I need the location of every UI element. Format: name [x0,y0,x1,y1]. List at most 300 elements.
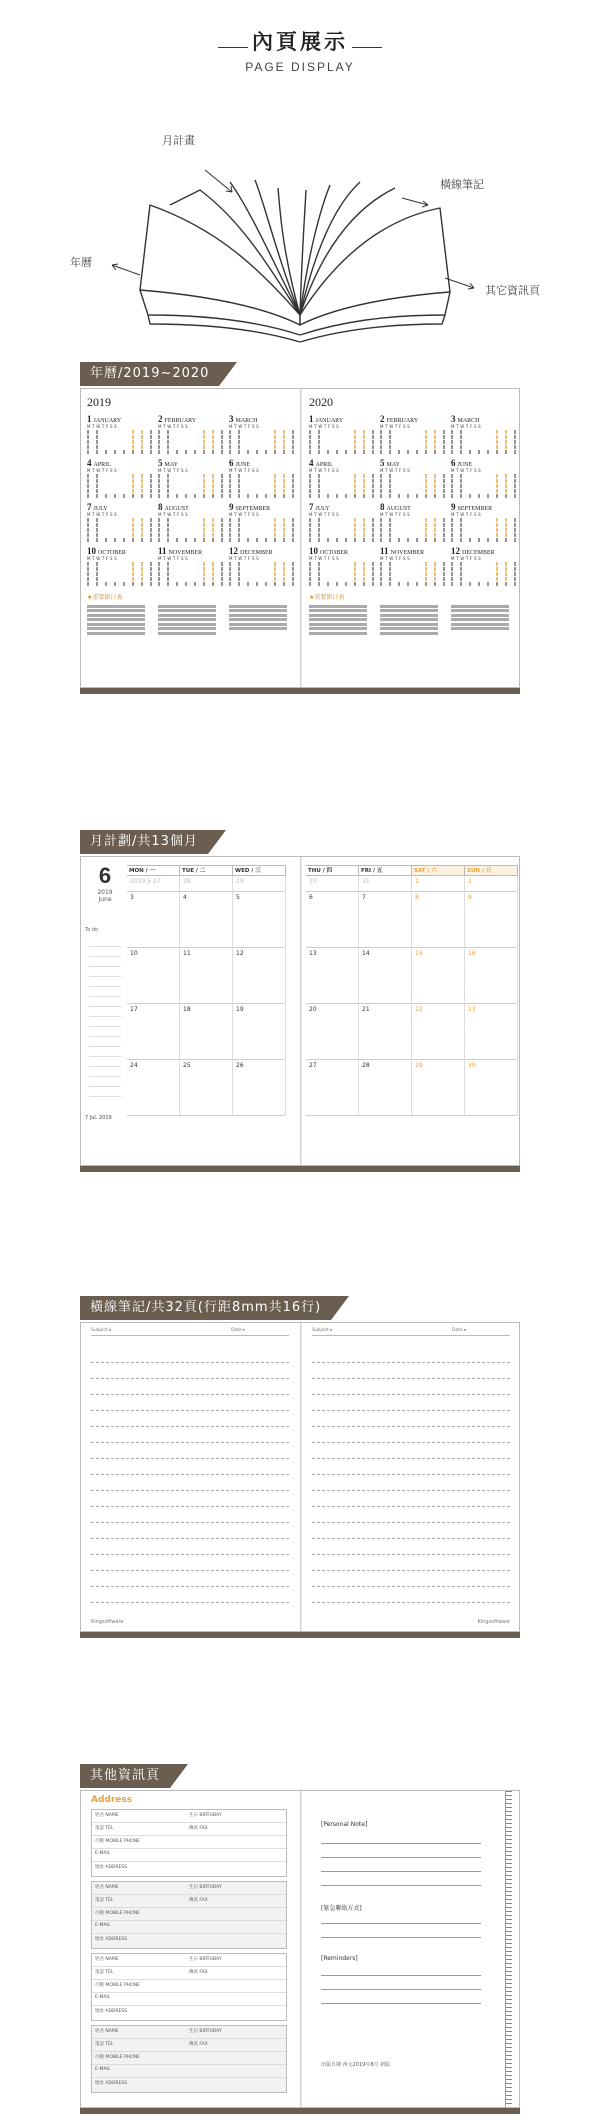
weekday-row: M T W T F S S [309,512,339,517]
month-name: FEBRUARY [386,418,419,424]
month-header [158,546,226,556]
week-row [451,572,519,576]
day-cell: 29 [233,876,286,892]
month-block [309,502,377,542]
week-row [158,435,226,439]
month-name: OCTOBER [98,550,126,556]
week-row [229,562,297,566]
day-cell: 16 [465,948,518,1004]
month-number: 5 [158,458,163,468]
month-name: APRIL [93,462,111,468]
week-row [229,440,297,444]
note-line [321,1857,481,1858]
month-number: 12 [451,546,460,556]
week-row [309,528,377,532]
name-label: 姓名 NAME [95,1957,119,1962]
day-cell: 30 [465,1060,518,1116]
weekday-header: TUE / 二 [180,865,233,876]
day-cell: 15 [412,948,465,1004]
month-name: MARCH [457,418,480,424]
label-other-info: 其它資訊頁 [485,284,540,297]
holiday-list-right [309,603,513,636]
week-row [87,445,155,449]
month-number: 8 [380,502,385,512]
month-block [158,546,226,586]
month-number: 6 [451,458,456,468]
month-header [451,502,519,512]
label-monthly-plan: 月計畫 [162,134,195,147]
weekday-row: M T W T F S S [309,556,339,561]
week-row [87,440,155,444]
name-label: 姓名 NAME [95,2029,119,2034]
month-number: 12 [229,546,238,556]
week-row [87,430,155,434]
month-grid-left-page [127,865,286,1116]
week-row [380,567,448,571]
week-row [158,577,226,581]
spread-fold [300,1791,302,2107]
section-bar-other: 其他資訊頁 [80,1764,170,1788]
weekday-row: M T W T F S S [380,424,410,429]
week-row [87,577,155,581]
week-row [309,440,377,444]
address-row [92,1908,286,1921]
month-name: JUNE [457,462,473,468]
month-block [451,458,519,498]
day-cell: 2 [465,876,518,892]
month-number: 5 [380,458,385,468]
week-row [309,430,377,434]
week-row [229,572,297,576]
day-cell: 14 [359,948,412,1004]
month-block [309,414,377,454]
week-row [380,435,448,439]
week-row [87,582,155,586]
week-row [229,518,297,522]
weekday-row: M T W T F S S [229,512,259,517]
month-grid-right-page [306,865,518,1116]
week-row [380,538,448,542]
section-bar-calendar: 年曆/2019~2020 [80,362,219,386]
weekday-row: M T W T F S S [309,424,339,429]
month-name: MARCH [235,418,258,424]
address-row [92,1993,286,2006]
week-row [309,538,377,542]
month-number: 9 [229,502,234,512]
week-row [309,474,377,478]
week-row [229,489,297,493]
day-cell: 25 [180,1060,233,1116]
month-name: June [98,896,112,903]
birthday-label: 生日 BIRTHDAY [189,1957,222,1962]
week-row [87,533,155,537]
week-row [229,538,297,542]
week-row [451,577,519,581]
week-row [380,494,448,498]
week-row [451,567,519,571]
subject-label: Subject ▸ [91,1328,112,1333]
month-name: JANUARY [315,418,344,424]
spread-base [80,688,520,694]
day-cell: 30 [306,876,359,892]
tel-label: 電話 TEL [95,1898,114,1903]
week-row [87,484,155,488]
day-cell: 8 [412,892,465,948]
week-row [229,430,297,434]
week-row [158,479,226,483]
name-label: 姓名 NAME [95,1885,119,1890]
week-row [309,435,377,439]
fax-label: 傳真 FAX [189,1970,208,1975]
week-row [158,474,226,478]
address-card [91,1953,287,2021]
address-row [92,2026,286,2039]
day-cell: 11 [180,948,233,1004]
week-row [158,430,226,434]
week-row [451,430,519,434]
holiday-title-left: ★重要節日表 [87,594,123,601]
month-name: DECEMBER [240,550,273,556]
week-row [229,533,297,537]
emergency-title: [緊急聯絡方式] [321,1905,362,1912]
book-drawing [0,110,600,350]
week-row [87,523,155,527]
weekday-header: THU / 四 [306,865,359,876]
address-row [92,1980,286,1993]
day-cell: 27 [306,1060,359,1116]
spread-base [80,1632,520,1638]
month-number: 11 [380,546,389,556]
address-row [92,1836,286,1849]
week-row [229,474,297,478]
week-row [451,435,519,439]
week-row [309,445,377,449]
week-row [229,435,297,439]
month-number: 4 [87,458,92,468]
week-row [451,518,519,522]
weekday-row: M T W T F S S [158,512,188,517]
month-number: 11 [158,546,167,556]
weekday-row: M T W T F S S [451,556,481,561]
address-row [92,1954,286,1967]
week-row [309,582,377,586]
page-header [0,26,600,74]
footer-brand-left: Kingsoftware [91,1619,124,1625]
address-row [92,1967,286,1980]
week-row [380,582,448,586]
header-left-rule [218,47,248,48]
week-row [87,450,155,454]
week-row [158,494,226,498]
note-line [321,2003,481,2004]
week-row [380,445,448,449]
email-label: E-MAIL [95,1851,111,1856]
lined-page-left [81,1323,299,1631]
month-block [309,546,377,586]
month-header [158,458,226,468]
day-cell: 21 [359,1004,412,1060]
month-header [451,414,519,424]
month-block [87,414,155,454]
month-header [309,414,377,424]
weekday-row: M T W T F S S [87,424,117,429]
month-name: NOVEMBER [168,550,203,556]
weekday-row: M T W T F S S [380,512,410,517]
month-block [87,458,155,498]
weekday-row: M T W T F S S [87,468,117,473]
month-name: AUGUST [164,506,189,512]
week-row [87,489,155,493]
weekday-header: SAT / 六 [412,865,465,876]
tel-label: 電話 TEL [95,1826,114,1831]
week-row [87,494,155,498]
month-block [87,546,155,586]
ruled-lines-right [312,1347,510,1603]
month-block [158,414,226,454]
month-number: 9 [451,502,456,512]
birthday-label: 生日 BIRTHDAY [189,2029,222,2034]
page-title: 內頁展示 [252,30,348,54]
week-row [309,577,377,581]
week-row [309,484,377,488]
weekday-row: M T W T F S S [309,468,339,473]
week-row [87,538,155,542]
weekday-row: M T W T F S S [380,468,410,473]
month-header [229,502,297,512]
calendar-year-right: 2020 [309,395,333,409]
fax-label: 傳真 FAX [189,1898,208,1903]
address-row [92,2078,286,2091]
week-row [229,528,297,532]
week-row [309,523,377,527]
month-name: MAY [386,462,400,468]
month-block [158,458,226,498]
week-row [158,562,226,566]
address-card [91,1881,287,1949]
month-number: 4 [309,458,314,468]
day-cell: 28 [180,876,233,892]
week-row [229,479,297,483]
address-title: Address [91,1795,133,1805]
week-row [380,572,448,576]
month-header [229,414,297,424]
week-row [451,523,519,527]
month-header [451,458,519,468]
mobile-label: 行動 MOBILE PHONE [95,1911,140,1916]
address-row [92,1862,286,1875]
weekday-row: M T W T F S S [158,556,188,561]
week-row [87,567,155,571]
week-row [309,479,377,483]
note-line [321,1843,481,1844]
week-row [309,567,377,571]
month-name: APRIL [315,462,333,468]
week-row [451,450,519,454]
day-cell: 13 [306,948,359,1004]
week-row [451,562,519,566]
todo-lines [89,937,121,1097]
email-label: E-MAIL [95,2067,111,2072]
note-line [321,1923,481,1924]
month-block [229,546,297,586]
holiday-list-left [87,603,291,636]
monthly-spread [80,856,520,1166]
week-row [87,479,155,483]
week-row [380,528,448,532]
weekday-row: M T W T F S S [229,556,259,561]
week-row [451,538,519,542]
month-header [380,546,448,556]
week-row [158,440,226,444]
week-row [380,440,448,444]
month-number: 3 [229,414,234,424]
week-row [380,484,448,488]
week-row [309,533,377,537]
calendar-year-left: 2019 [87,395,111,409]
month-name: OCTOBER [320,550,348,556]
mobile-label: 行動 MOBILE PHONE [95,2055,140,2060]
todo-label: To do [85,927,99,933]
reminders-title: [Reminders] [321,1955,358,1962]
day-cell: 20 [306,1004,359,1060]
week-row [309,489,377,493]
week-row [451,445,519,449]
day-cell: 9 [465,892,518,948]
note-line [321,1937,481,1938]
footer-brand-right: Kingsoftware [477,1619,510,1625]
week-row [87,572,155,576]
address-row [92,2006,286,2019]
day-cell: 2019 5 27 [127,876,180,892]
mini-calendar-next: 7 Jul. 2019 [85,1115,112,1121]
week-row [309,572,377,576]
publisher-info: 出版日期 西元2019年8月 初版 [321,2062,391,2068]
day-cell: 19 [233,1004,286,1060]
section-bar-monthly: 月計劃/共13個月 [80,830,208,854]
month-name: FEBRUARY [164,418,197,424]
note-line [321,1975,481,1976]
day-cell: 4 [180,892,233,948]
week-row [229,523,297,527]
month-number: 2 [380,414,385,424]
day-cell: 6 [306,892,359,948]
week-row [380,577,448,581]
month-block [451,502,519,542]
week-row [87,474,155,478]
label-calendar: 年曆 [70,256,92,269]
month-name: JUNE [235,462,251,468]
month-year: 2019 [97,889,113,896]
week-row [380,489,448,493]
week-row [229,567,297,571]
month-number: 8 [158,502,163,512]
week-row [380,562,448,566]
month-number: 7 [309,502,314,512]
week-row [380,430,448,434]
day-cell: 24 [127,1060,180,1116]
day-cell: 3 [127,892,180,948]
week-row [158,518,226,522]
weekday-header: SUN / 日 [465,865,518,876]
week-row [451,479,519,483]
calendar-page-2020 [303,395,513,636]
week-row [309,494,377,498]
personal-note-title: [Personal Note] [321,1821,368,1828]
mobile-label: 行動 MOBILE PHONE [95,1983,140,1988]
address-card [91,1809,287,1877]
day-cell: 5 [233,892,286,948]
month-block [229,458,297,498]
address-row [92,2065,286,2078]
weekday-row: M T W T F S S [229,468,259,473]
address-row [92,2039,286,2052]
address-row [92,1921,286,1934]
address-label: 地址 ADDRESS [95,2009,128,2014]
month-header [87,546,155,556]
weekday-header: FRI / 五 [359,865,412,876]
week-row [451,474,519,478]
month-block [451,414,519,454]
address-row [92,1934,286,1947]
weekday-row: M T W T F S S [158,468,188,473]
weekday-row: M T W T F S S [451,424,481,429]
day-cell: 12 [233,948,286,1004]
fax-label: 傳真 FAX [189,1826,208,1831]
month-block [309,458,377,498]
day-cell: 7 [359,892,412,948]
month-block [229,502,297,542]
week-row [158,582,226,586]
month-name: SEPTEMBER [235,506,271,512]
date-label: Date ▸ [452,1328,467,1333]
address-row [92,1895,286,1908]
month-number: 7 [87,502,92,512]
month-number: 1 [87,414,92,424]
mobile-label: 行動 MOBILE PHONE [95,1839,140,1844]
month-name: NOVEMBER [390,550,425,556]
month-header [87,458,155,468]
month-header [87,502,155,512]
ruled-lines-left [91,1347,289,1603]
address-row [92,1849,286,1862]
month-header [309,502,377,512]
week-row [158,572,226,576]
month-name: JULY [315,506,330,512]
week-row [451,484,519,488]
month-header [158,502,226,512]
day-cell: 18 [180,1004,233,1060]
week-row [309,450,377,454]
month-header [229,458,297,468]
week-row [87,562,155,566]
week-row [87,528,155,532]
address-label: 地址 ADDRESS [95,1865,128,1870]
day-cell: 22 [412,1004,465,1060]
weekday-header: MON / 一 [127,865,180,876]
week-row [380,474,448,478]
month-block [380,458,448,498]
week-row [451,494,519,498]
week-row [229,450,297,454]
ruler-strip [505,1791,519,2107]
week-row [158,533,226,537]
month-block [380,502,448,542]
week-row [158,538,226,542]
day-cell: 10 [127,948,180,1004]
month-name: MAY [164,462,178,468]
month-header [87,414,155,424]
month-block [87,502,155,542]
